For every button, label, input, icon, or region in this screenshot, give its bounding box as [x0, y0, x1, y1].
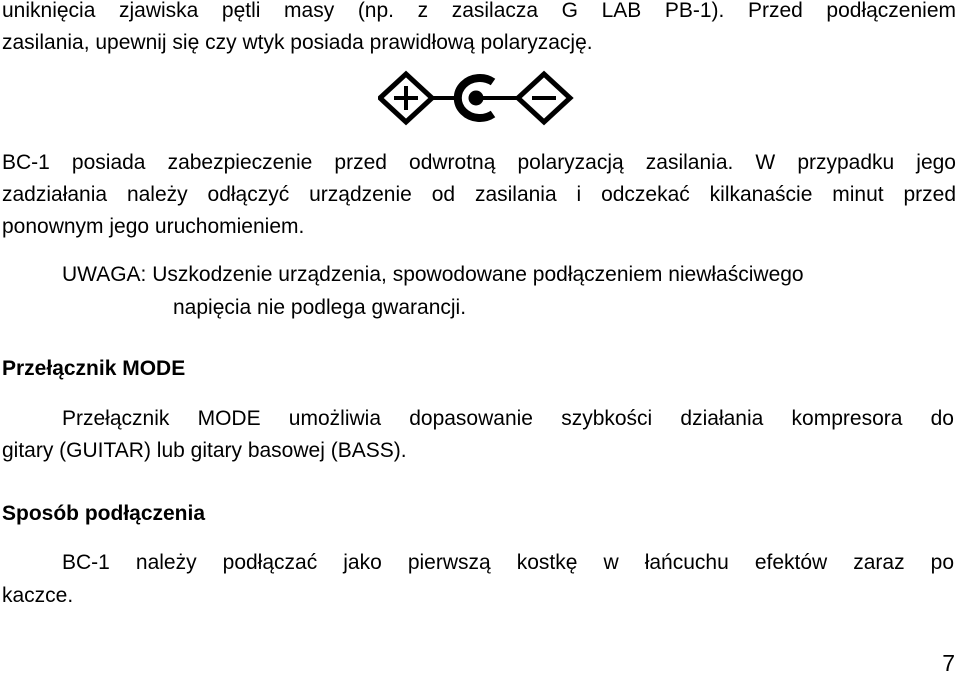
warning-line-1: UWAGA: Uszkodzenie urządzenia, spowodowane podłączeniem niewłaściwego	[62, 263, 804, 286]
connection-paragraph-line-2: kaczce.	[2, 584, 74, 607]
center-pin-icon	[458, 78, 518, 118]
protection-paragraph-line-3: ponownym jego uruchomieniem.	[2, 215, 305, 238]
mode-section-heading: Przełącznik MODE	[2, 357, 186, 380]
power-paragraph-line-2: zasilania, upewnij się czy wtyk posiada prawidłową polaryzację.	[2, 31, 593, 54]
connection-section-heading: Sposób podłączenia	[2, 502, 206, 525]
protection-paragraph-line-2: zadziałania należy odłączyć urządzenie od zasilania i odczekać kilkanaście minut przed	[2, 183, 956, 206]
plus-in-diamond-icon	[380, 74, 432, 122]
minus-in-diamond-icon	[518, 74, 570, 122]
power-paragraph-line-1: uniknięcia zjawiska pętli masy (np. z zasilacza G LAB PB-1). Przed podłączeniem	[2, 0, 956, 22]
mode-paragraph-line-1: Przełącznik MODE umożliwia dopasowanie szybkości działania kompresora do	[62, 407, 954, 430]
mode-paragraph-line-2: gitary (GUITAR) lub gitary basowej (BASS).	[2, 439, 407, 462]
connection-paragraph-line-1: BC-1 należy podłączać jako pierwszą kostkę w łańcuchu efektów zaraz po	[62, 551, 954, 574]
protection-paragraph-line-1: BC-1 posiada zabezpieczenie przed odwrotną polaryzacją zasilania. W przypadku jego	[2, 151, 956, 174]
page-number: 7	[942, 650, 955, 676]
warning-line-2: napięcia nie podlega gwarancji.	[173, 296, 467, 319]
polarity-symbol	[378, 70, 574, 126]
